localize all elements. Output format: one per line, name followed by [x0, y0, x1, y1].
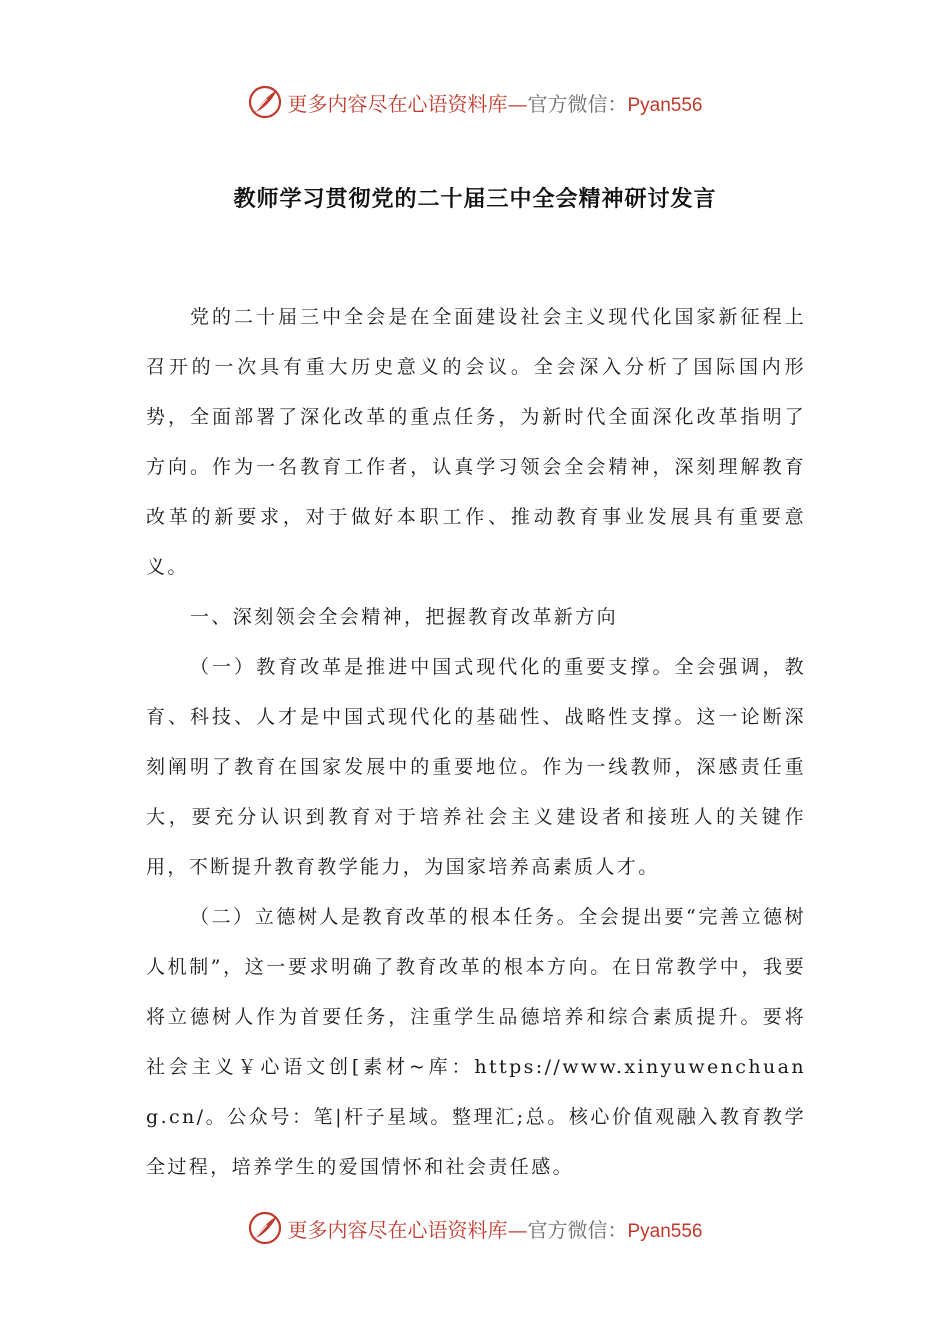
watermark-wechat-label: 官方微信： — [527, 1217, 628, 1242]
watermark-dash: — — [507, 91, 528, 116]
watermark-wechat-id: Pyan556 — [627, 1220, 703, 1242]
quill-logo-icon — [247, 84, 283, 120]
watermark-site-name: 更多内容尽在心语资料库 — [287, 1217, 508, 1242]
watermark-wechat-id: Pyan556 — [627, 94, 703, 116]
watermark-dash: — — [507, 1217, 528, 1242]
document-body — [146, 292, 806, 1192]
section-heading-1: 一、深刻领会全会精神，把握教育改革新方向 — [190, 606, 619, 628]
header-watermark-banner — [0, 80, 950, 124]
paragraph-point-1: （一）教育改革是推进中国式现代化的重要支撑。全会强调，教育、科技、人才是中国式现代化的基础性、战略性支撑。这一论断深刻阐明了教育在国家发展中的重要地位。作为一线教师，深感责任重大，要充分认识到教育对于培养社会主义建设者和接班人的关键作用，不断提升教育教学能力，为国家培养高素质人才。 — [146, 656, 806, 878]
paragraph-point-2: （二）立德树人是教育改革的根本任务。全会提出要“完善立德树人机制”，这一要求明确了教育改革的根本方向。在日常教学中，我要将立德树人作为首要任务，注重学生品德培养和综合素质提升。要将社会主义￥心语文创[素材~库：https://www.xinyuwenchuang.cn/。公众号：笔|杆子星域。整理汇;总。核心价值观融入教育教学全过程，培养学生的爱国情怀和社会责任感。 — [146, 906, 806, 1178]
quill-logo-icon — [247, 1210, 283, 1246]
watermark-site-name: 更多内容尽在心语资料库 — [287, 91, 508, 116]
watermark-text — [287, 1214, 702, 1243]
paragraph-intro: 党的二十届三中全会是在全面建设社会主义现代化国家新征程上召开的一次具有重大历史意义的会议。全会深入分析了国际国内形势，全面部署了深化改革的重点任务，为新时代全面深化改革指明了方向。作为一名教育工作者，认真学习领会全会精神，深刻理解教育改革的新要求，对于做好本职工作、推动教育事业发展具有重要意义。 — [146, 306, 806, 578]
footer-watermark-banner — [0, 1206, 950, 1250]
watermark-text — [287, 88, 702, 117]
document-title: 教师学习贯彻党的二十届三中全会精神研讨发言 — [233, 187, 717, 212]
watermark-wechat-label: 官方微信： — [527, 91, 628, 116]
